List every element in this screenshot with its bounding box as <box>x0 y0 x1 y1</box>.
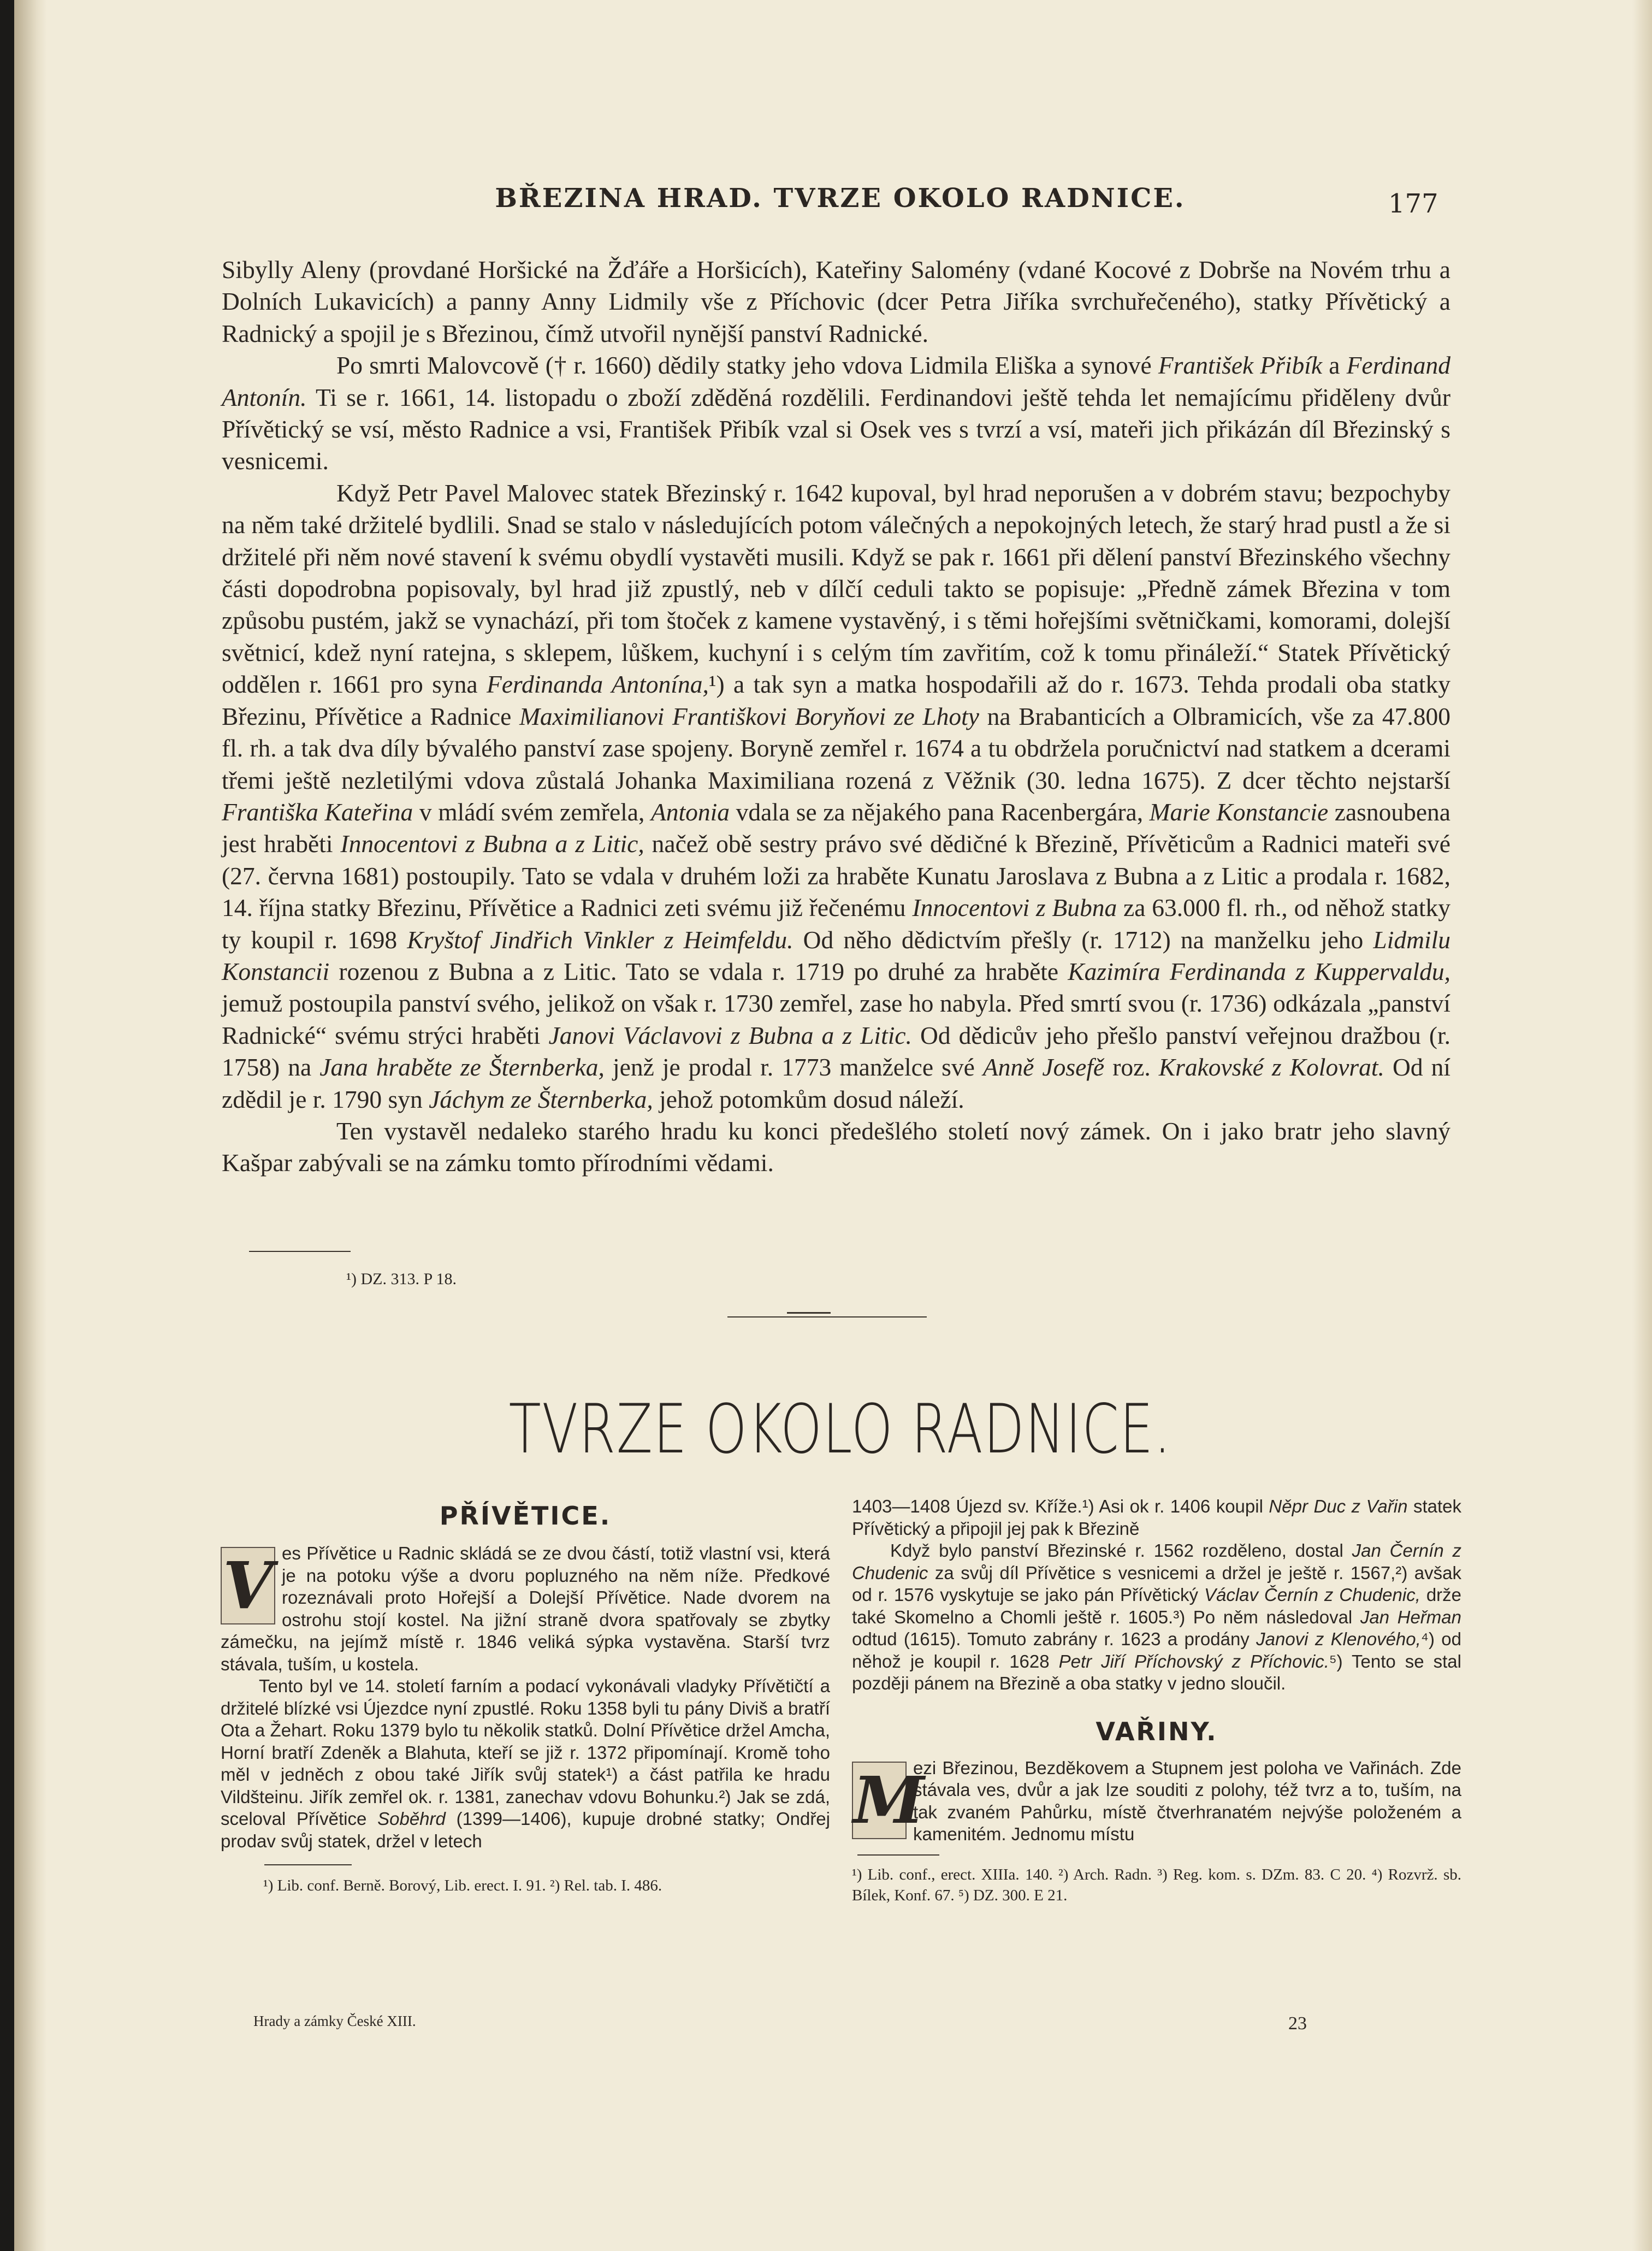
paragraph-privetice-2: Tento byl ve 14. století farním a podací vykonávali vladyky Přívětičtí a držitelé blízké vsi Újezdce nyní zpustlé. Roku 1358 byli tu pány Diviš a bratří Ota a Žehart. Roku 1379 bylo tu několik statků. Dolní Přívětice držel Amcha, Horní bratří Zdeněk a Blahuta, kteří se již r. 1372 připomínají. Kromě toho měl v jedněch z obou také Jiřík svůj statek¹) a část patřila ke hradu Vildšteinu. Jiřík zemřel ok. r. 1381, zanechav vdovu Bohunku.²) Jak se zdá, sceloval Přívětice Soběhrd (1399—1406), kupuje drobné statky; Ondřej prodav svůj statek, držel v letech <box>221 1676 830 1851</box>
left-footnote-rule <box>264 1864 352 1865</box>
right-footnote: ¹) Lib. conf., erect. XIIIa. 140. ²) Arch. Radn. ³) Reg. kom. s. DZm. 83. C 20. ⁴) Rozvrž. sb. Bílek, Konf. 67. ⁵) DZ. 300. E 21. <box>852 1865 1461 1904</box>
dropcap-v-icon: V <box>221 1547 275 1624</box>
paragraph-privetice-4: Když bylo panství Březinské r. 1562 rozděleno, dostal Jan Černín z Chudenic za svůj díl Přívětice s vesnicemi a držel je ještě r. 1567,²) avšak od r. 1576 vyskytuje se jako pán Přívětický Václav Černín z Chudenic, drže také Skomelno a Chomli ještě r. 1605.³) Po něm následoval Jan Heřman odtud (1615). Tomuto zabrány r. 1623 a prodány Janovi z Klenového,⁴) od něhož je koupil r. 1628 Petr Jiří Příchovský z Příchovic.⁵) Tento se stal později pánem na Březině a oba statky v jedno sloučil. <box>852 1540 1462 1693</box>
left-footnote: ¹) Lib. conf. Berně. Borový, Lib. erect. I. 91. ²) Rel. tab. I. 486. <box>263 1877 662 1894</box>
name-frantisek-pribik: František Přibík <box>1158 351 1323 380</box>
section-divider-accent <box>787 1312 831 1314</box>
book-page <box>14 0 1652 2251</box>
paragraph-variny: M ezi Březinou, Bezděkovem a Stupnem jest poloha ve Vařinách. Zde stávala ves, dvůr a jak lze souditi z polohy, též tvrz a to, tuším, na tak zvaném Pahůrku, místě čtverhranatém nejvýše položeném a kamenitém. Jednomu místu <box>853 1757 1461 1844</box>
running-title: BŘEZINA HRAD. TVRZE OKOLO RADNICE. <box>495 183 1186 214</box>
right-footnote-rule <box>857 1854 939 1856</box>
paragraph-1: Sibylly Aleny (provdané Horšické na Žďáře a Horšicích), Kateřiny Salomény (vdané Kocové z Dobrše na Novém trhu a Dolních Lukavicích) a panny Anny Lidmily vše z Příchovic (dcer Petra Jiříka svrchuřečeného), statky Přívětický a Radnický a spojil je s Březinou, čímž utvořil nynější panství Radnické. <box>222 256 1450 347</box>
right-column <box>852 1496 1461 1906</box>
paragraph-privetice-3: 1403—1408 Újezd sv. Kříže.¹) Asi ok r. 1406 koupil Něpr Duc z Vařin statek Přívětický a připojil jej pak k Březině <box>852 1496 1461 1539</box>
dropcap-m-icon: M <box>853 1762 925 1838</box>
main-text <box>222 254 1450 1179</box>
section-title: TVRZE OKOLO RADNICE. <box>508 1390 1172 1469</box>
page-number: 177 <box>1388 188 1438 219</box>
signature-mark: Hrady a zámky České XIII. <box>253 2013 416 2029</box>
main-footnote: ¹) DZ. 313. P 18. <box>346 1270 457 1288</box>
page-edge-shadow <box>1632 0 1652 2251</box>
left-column <box>221 1501 830 1896</box>
section-divider <box>727 1316 927 1317</box>
paragraph-2: Po smrti Malovcově († r. 1660) dědily statky jeho vdova Lidmila Eliška a synové František Přibík a Ferdinand Antonín. Ti se r. 1661, 14. listopadu o zboží zděděná rozdělili. Ferdinandovi ještě tehda let nemajícímu přiděleny dvůr Přívětický se vsí, město Radnice a vsi, František Přibík vzal si Osek ves s tvrzí a vsí, mateři jich přikázán díl Březinský s vesnicemi. <box>222 351 1451 475</box>
paragraph-privetice-1: V es Přívětice u Radnic skládá se ze dvou částí, totiž vlastní vsi, která je na potoku výše a dvoru popluzného na něm níže. Předkové rozeznávali proto Hořejší a Dolejší Přívětice. Nade dvorem na ostrohu stojí kostel. Na jižní straně dvora spatřovaly se zbytky zámečku, na jejímž místě r. 1846 veliká sýpka vystavěna. Starší tvrz stávala, tuším, u kostela. <box>221 1543 830 1674</box>
name-ferdinand-antonin: Ferdinand Antonín. <box>222 351 1451 411</box>
paragraph-3: Když Petr Pavel Malovec statek Březinský r. 1642 kupoval, byl hrad neporušen a v dobrém stavu; bezpochyby na něm také držitelé bydlili. Snad se stalo v následujících potom válečných a nepokojných letech, že starý hrad pustl a že si držitelé při něm nové stavení k svému obydlí vystavěti musili. Když se pak r. 1661 při dělení panství Březinského všechny části dopodrobna popisovaly, byl hrad již zpustlý, neb v dílčí ceduli takto se popisuje: „Předně zámek Březina v tom způsobu pustém, jakž se vynachází, při tom štoček z kamene vystavěný, i s těmi hořejšími světničkami, komorami, dolejší světnicí, kdež nyní ratejna, s sklepem, lůškem, kuchyní i s celým tím zavřitím, což k tomu přináleží.“ Statek Přívětický oddělen r. 1661 pro syna Ferdinanda Antonína,¹) a tak syn a matka hospodařili až do r. 1673. Tehda prodali oba statky Březinu, Přívětice a Radnice Maximilianovi Františkovi Boryňovi ze Lhoty na Brabanticích a Olbramicích, vše za 47.800 fl. rh. a tak dva díly bývalého panství zase spojeny. Boryně zemřel r. 1674 a tu obdržela poručnictví nad statkem a dcerami třemi ještě nezletilými vdova zůstalá Johanka Maximiliana rozená z Věžnik (30. ledna 1675). Z dcer těchto nejstarší Františka Kateřina v mládí svém zemřela, Antonia vdala se za nějakého pana Racenbergára, Marie Konstancie zasnoubena jest hraběti Innocentovi z Bubna a z Litic, načež obě sestry právo své dědičné k Březině, Přívěticům a Radnici mateři své (27. června 1681) postoupily. Tato se vdala v druhém loži za hraběte Kunatu Jaroslava z Bubna a z Litic a prodala r. 1682, 14. října statky Březinu, Přívětice a Radnici zeti svému již řečenému Innocentovi z Bubna za 63.000 fl. rh., od něhož statky ty koupil r. 1698 Kryštof Jindřich Vinkler z Heimfeldu. Od něho dědictvím přešly (r. 1712) na manželku jeho Lidmilu Konstancii rozenou z Bubna a z Litic. Tato se vdala r. 1719 po druhé za hraběte Kazimíra Ferdinanda z Kuppervaldu, jemuž postoupila panství svého, jelikož on však r. 1730 zemřel, zase ho nabyla. Před smrtí svou (r. 1736) odkázala „panství Radnické“ svému strýci hraběti Janovi Václavovi z Bubna a z Litic. Od dědicův jeho přešlo panství veřejnou dražbou (r. 1758) na Jana hraběte ze Šternberka, jenž je prodal r. 1773 manželce své Anně Josefě roz. Krakovské z Kolovrat. Od ní zdědil je r. 1790 syn Jáchym ze Šternberka, jehož potomkům dosud náleží. <box>222 478 1451 1113</box>
subsection-title-variny: VAŘINY. <box>1096 1716 1218 1746</box>
footnote-rule <box>249 1251 351 1252</box>
subsection-title-privetice: PŘÍVĚTICE. <box>439 1501 612 1531</box>
signature-number: 23 <box>1288 2013 1307 2034</box>
paragraph-4: Ten vystavěl nedaleko starého hradu ku konci předešlého století nový zámek. On i jako bratr jeho slavný Kašpar zabývali se na zámku tomto přírodními vědami. <box>222 1116 1450 1177</box>
page-spine-shadow <box>14 0 47 2251</box>
